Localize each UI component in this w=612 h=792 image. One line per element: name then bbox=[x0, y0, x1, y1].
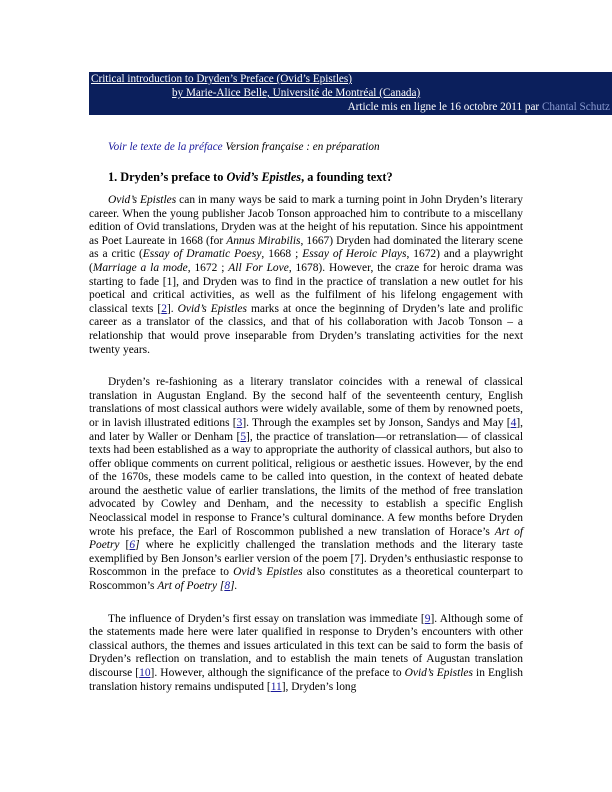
footnote-ref-link[interactable]: 4 bbox=[510, 416, 517, 429]
french-version-note: Version française : en préparation bbox=[222, 141, 380, 153]
section-heading-suffix: , a founding text? bbox=[301, 170, 393, 184]
italic-text: ] bbox=[135, 539, 140, 552]
article-body bbox=[89, 194, 523, 713]
section-heading-prefix: 1. Dryden’s preface to bbox=[108, 170, 227, 184]
paragraph-text: also constitutes as a theoretical counterpart to Roscommon’s bbox=[89, 566, 524, 593]
paragraph-text: , 1672) and a playwright ( bbox=[89, 248, 523, 274]
article-title[interactable]: Critical introduction to Dryden’s Preface (Ovid’s Epistles) bbox=[91, 73, 352, 85]
footnote-ref-link[interactable]: 3 bbox=[236, 416, 243, 429]
preface-links bbox=[108, 141, 380, 153]
paragraph-text: , 1678). However, the craze for heroic drama was starting to fade [1], and Dryden was to find in the practice of translation a new outlet for his poetical and critical activities, as well as the fulfilment of his lifelong engagement with classical texts [ bbox=[89, 261, 524, 315]
paragraph-text: , 1667) Dryden had dominated the literary scene as a critic ( bbox=[89, 234, 524, 261]
italic-text: Marriage a la mode bbox=[92, 261, 188, 274]
italic-text: Art of Poetry bbox=[89, 525, 523, 552]
paragraph-text: , 1672 ; bbox=[187, 261, 229, 274]
italic-text: Art of Poetry bbox=[157, 580, 218, 593]
italic-text: Annus Mirabilis bbox=[226, 234, 301, 247]
paragraph-text: ]. bbox=[166, 302, 178, 315]
paragraph-text: Dryden’s re-fashioning as a literary translator coincides with a renewal of classical translation in Augustan England. By the second half of the seventeenth century, English translations of most classical authors were widely available, some of them by renowned poets, or in lavish illustrated editions [ bbox=[89, 376, 523, 429]
paragraph-text: ]. However, although the significance of the preface to bbox=[150, 667, 405, 679]
footnote-ref-link[interactable]: 10 bbox=[139, 667, 151, 679]
body-paragraph bbox=[89, 376, 523, 594]
paragraph-text: [ bbox=[119, 539, 130, 552]
section-heading bbox=[108, 170, 393, 185]
footnote-ref-link[interactable]: 2 bbox=[161, 302, 167, 315]
italic-text: Ovid’s Epistles bbox=[108, 194, 177, 206]
footnote-ref-link[interactable]: 9 bbox=[424, 612, 431, 625]
paragraph-text: ]. Although some of the statements made here were later qualified in response to Dryden’s encounters with other classical authors, the themes and issues articulated in this text can be said to form the basis of Dryden’s reflection on translation, and to establish the main tenets of Augustan translation discourse [ bbox=[89, 612, 523, 679]
italic-text: Ovid’s Epistles bbox=[404, 667, 473, 679]
paragraph-text: can in many ways be said to mark a turning point in John Dryden’s literary career. When the young publisher Jacob Tonson approached him to contribute to a miscellany edition of Ovid translations, Dryden was at the height of his reputation. Since his appointment as Poet Laureate in 1668 (for bbox=[89, 194, 524, 247]
footnote-ref-link[interactable]: 8 bbox=[224, 580, 231, 593]
publisher-name[interactable]: Chantal Schutz bbox=[541, 101, 610, 113]
italic-text: Ovid’s Epistles bbox=[233, 566, 303, 579]
paragraph-text: ], and later by Waller or Denham [ bbox=[89, 416, 523, 443]
footnote-ref-link[interactable]: 11 bbox=[270, 680, 282, 693]
italic-text: Ovid’s Epistles bbox=[177, 302, 247, 315]
italic-text: [ bbox=[217, 580, 225, 593]
body-paragraph bbox=[89, 613, 523, 695]
paragraph-text: ], Dryden’s long bbox=[281, 680, 357, 693]
publication-date: Article mis en ligne le 16 octobre 2011 par bbox=[347, 101, 542, 113]
article-header bbox=[89, 72, 612, 115]
article-byline[interactable]: by Marie-Alice Belle, Université de Montréal (Canada) bbox=[172, 87, 421, 99]
italic-text: All For Love bbox=[228, 261, 289, 274]
publication-line bbox=[89, 100, 612, 114]
paragraph-text: ], the practice of translation—or retranslation— of classical texts had been established as a way to appropriate the authority of classical authors, but also to offer oblique comments on current political, religious or aesthetic issues. However, by the end of the 1670s, these models came to be called into question, in the context of heated debate around the aesthetic value of earlier translations, the limits of the method of free translation advocated by Cowley and Denham, and the necessity to establish a specific English Neoclassical model in response to France’s cultural dominance. A few months before Dryden wrote his preface, the Earl of Roscommon published a new translation of Horace’s bbox=[89, 430, 523, 538]
paragraph-text: The influence of Dryden’s first essay on translation was immediate [ bbox=[108, 612, 425, 625]
paragraph-text: ]. Through the examples set by Jonson, Sandys and May [ bbox=[242, 416, 511, 429]
footnote-ref-link[interactable]: 6 bbox=[129, 539, 136, 552]
italic-text: Essay of Heroic Plays bbox=[302, 248, 407, 261]
footnote-ref-link[interactable]: 5 bbox=[240, 430, 247, 443]
paragraph-text: marks at once the beginning of Dryden’s late and prolific career as a translator of the classics, and that of his collaboration with Jacob Tonson – a relationship that would prove inseparable from Dryden’s translating activities for the next twenty years. bbox=[89, 302, 524, 356]
body-paragraph bbox=[89, 194, 523, 357]
paragraph-text: where he explicitly challenged the translation methods and the literary taste exemplified by Ben Jonson’s earlier version of the poem [7]. Dryden’s enthusiastic response to Roscommon in the preface to bbox=[89, 539, 523, 579]
italic-text: ]. bbox=[230, 580, 238, 593]
italic-text: Essay of Dramatic Poesy bbox=[142, 248, 262, 261]
section-heading-work: Ovid’s Epistles bbox=[226, 170, 302, 184]
paragraph-text: , 1668 ; bbox=[261, 248, 303, 261]
paragraph-text: in English translation history remains undisputed [ bbox=[89, 667, 523, 693]
preface-text-link[interactable]: Voir le texte de la préface bbox=[108, 141, 223, 153]
